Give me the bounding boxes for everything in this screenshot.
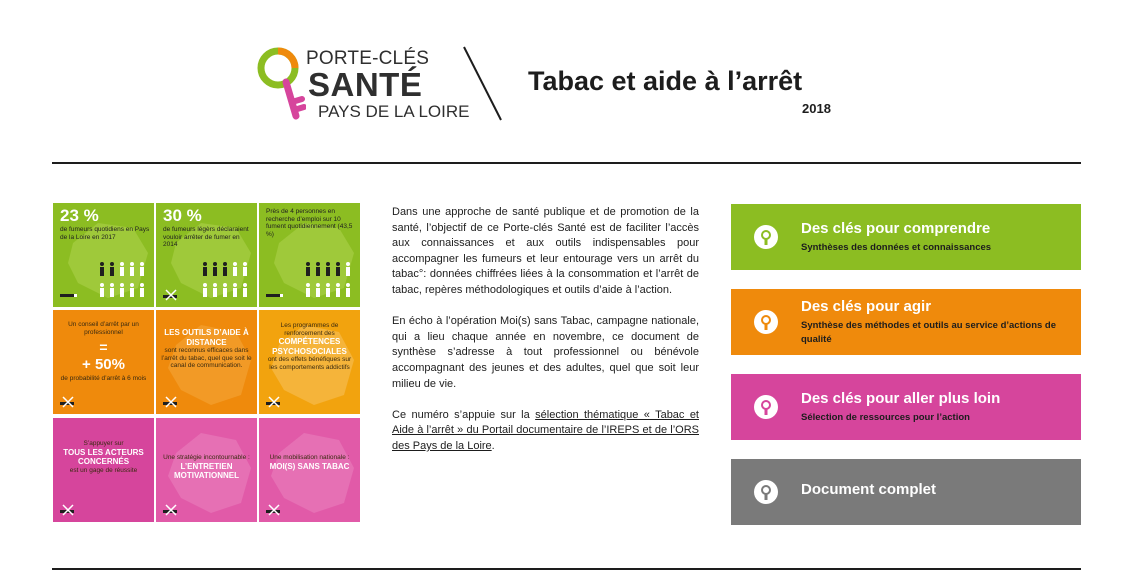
tile-outils-distance[interactable] — [156, 310, 257, 414]
button-title: Des clés pour comprendre — [801, 220, 991, 237]
intro-text — [392, 205, 699, 470]
people-icon — [304, 261, 356, 301]
tile-caption — [160, 328, 253, 370]
key-icon — [753, 394, 779, 420]
key-icon — [753, 479, 779, 505]
tile-caption — [57, 440, 150, 474]
people-icon — [201, 261, 253, 301]
tile-caption-top: S’appuyer sur — [83, 440, 124, 447]
logo-line3: PAYS DE LA LOIRE — [318, 102, 470, 121]
p3-before: Ce numéro s’appuie sur la — [392, 408, 536, 421]
no-smoking-icon — [163, 396, 181, 408]
button-aller-plus-loin[interactable] — [731, 374, 1081, 440]
tile-highlight: L’ENTRETIEN MOTIVATIONNEL — [173, 461, 240, 481]
tile-stat: 23 % — [60, 206, 99, 225]
button-document-complet[interactable] — [731, 459, 1081, 525]
tile-stat: + 50% — [82, 356, 125, 373]
tile-caption-top: Les programmes de renforcement des — [280, 322, 339, 337]
tile-caption: de fumeurs légèrs déclaraient vouloir arrêter de fumer en 2014 — [163, 226, 249, 248]
logo — [256, 46, 471, 124]
logo-line1: PORTE-CLÉS — [306, 48, 430, 69]
cigarette-icon — [60, 289, 78, 299]
tile-caption-rest: ont des effets bénéfiques sur les comportements addictifs — [267, 356, 352, 371]
separator-slash — [462, 45, 504, 123]
tile-caption: de fumeurs quotidiens en Pays de la Loire en 2017 — [60, 226, 150, 241]
button-title: Des clés pour agir — [801, 298, 932, 315]
button-subtitle: Synthèses des données et connaissances — [801, 242, 992, 253]
intro-paragraph-1: Dans une approche de santé publique et de promotion de la santé, l’objectif de ce Porte-clés Santé est de faciliter l’accès aux connaissances et aux outils indispensables pour accompagner les fumeurs et leur entourage vers un arrêt du tabac°: données chiffrées liées à la consommation et l’arrêt de tabac, repères méthodologiques et outils d’aide à l’action. — [392, 206, 699, 296]
tile-caption-bottom: de probabilité d’arrêt à 6 mois — [60, 375, 147, 382]
intro-paragraph-3 — [392, 408, 699, 455]
button-title: Des clés pour aller plus loin — [801, 390, 1001, 407]
tile-highlight: LES OUTILS D’AIDE À DISTANCE — [164, 328, 249, 347]
key-icon — [753, 224, 779, 250]
p3-after: . — [491, 439, 495, 452]
tile-highlight: MOI(S) SANS TABAC — [269, 461, 350, 471]
page-title: Tabac et aide à l’arrêt — [528, 66, 803, 96]
selection-thematique-link[interactable]: sélection thématique « Tabac et Aide à l’arrêt » du Portail documentaire de l’IREPS et de l’ORS des Pays de la Loire — [392, 408, 699, 452]
infographic-grid — [53, 203, 360, 525]
no-smoking-icon — [60, 396, 78, 408]
tile-highlight: TOUS LES ACTEURS CONCERNÉS — [63, 447, 144, 467]
bottom-divider — [52, 568, 1081, 570]
logo-line2: SANTÉ — [308, 66, 423, 103]
tile-stat: 30 % — [163, 206, 202, 225]
tile-conseil-arret[interactable] — [53, 310, 154, 414]
tile-caption — [263, 322, 356, 372]
button-subtitle: Synthèse des méthodes et outils au service d’actions de qualité — [801, 320, 1057, 345]
key-logo-icon — [256, 46, 306, 124]
tile-highlight: COMPÉTENCES PSYCHOSOCIALES — [272, 337, 347, 356]
tile-caption-top: Une mobilisation nationale : — [269, 454, 350, 461]
no-smoking-icon — [266, 504, 284, 516]
no-smoking-icon — [163, 504, 181, 516]
tile-caption — [263, 454, 356, 471]
button-subtitle: Sélection de ressources pour l’action — [801, 412, 970, 423]
intro-paragraph-2: En écho à l’opération Moi(s) sans Tabac, campagne nationale, qui a lieu chaque année en novembre, ce document de synthèse s’adresse à tout professionnel ou bénévole accompagnant des jeunes et des adultes, quel que soit leur milieu de vie. — [392, 315, 699, 390]
tile-fumeurs-quotidiens[interactable] — [53, 203, 154, 307]
top-divider — [52, 162, 1081, 164]
tile-caption-top: Un conseil d’arrêt par un professionnel — [68, 321, 139, 336]
button-agir[interactable] — [731, 289, 1081, 355]
tile-mois-sans-tabac[interactable] — [259, 418, 360, 522]
tile-caption: Près de 4 personnes en recherche d’emploi sur 10 fument quotidiennement (43,5 %) — [266, 208, 353, 238]
tile-fumeurs-legers[interactable] — [156, 203, 257, 307]
tile-caption — [160, 454, 253, 481]
key-icon — [753, 309, 779, 335]
cigarette-icon — [266, 289, 284, 299]
no-smoking-icon — [60, 504, 78, 516]
tile-recherche-emploi[interactable] — [259, 203, 360, 307]
button-comprendre[interactable] — [731, 204, 1081, 270]
people-icon — [98, 261, 150, 301]
no-smoking-icon — [163, 289, 181, 301]
button-title: Document complet — [801, 481, 937, 498]
tile-acteurs-concernes[interactable] — [53, 418, 154, 522]
no-smoking-icon — [266, 396, 284, 408]
tile-competences-psychosociales[interactable] — [259, 310, 360, 414]
tile-entretien-motivationnel[interactable] — [156, 418, 257, 522]
tile-caption-rest: est un gage de réussite — [69, 466, 138, 474]
page-year: 2018 — [802, 101, 831, 116]
tile-caption-rest: sont reconnus efficaces dans l’arrêt du tabac, quel que soit le canal de communication. — [161, 347, 252, 370]
tile-equals: = — [99, 339, 108, 355]
tile-caption-top: Une stratégie incontournable : — [163, 454, 250, 461]
